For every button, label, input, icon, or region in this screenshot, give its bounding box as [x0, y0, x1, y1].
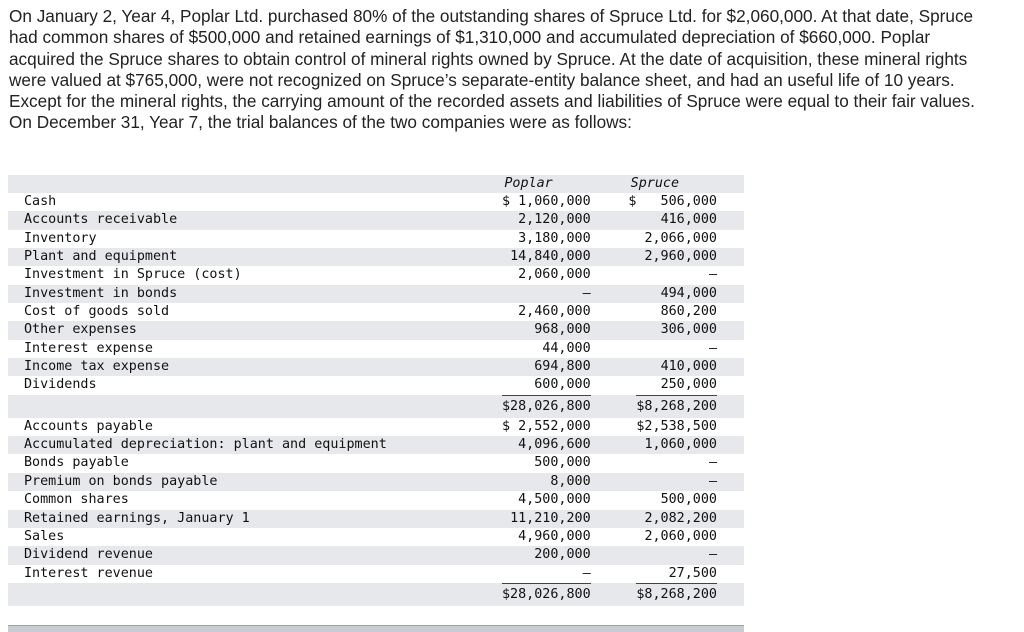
poplar-value: 14,840,000: [466, 248, 592, 266]
row-label: Plant and equipment: [8, 248, 466, 266]
table-row: [8, 546, 744, 564]
row-label: Cash: [24, 194, 57, 209]
table-row: [8, 528, 744, 546]
spruce-value: 306,000: [593, 321, 744, 339]
poplar-debit-total: $28,026,800: [502, 395, 591, 418]
spruce-value: —: [593, 546, 744, 564]
spruce-value: 500,000: [660, 492, 717, 508]
spruce-value: 250,000: [660, 377, 717, 393]
spruce-value: $2,538,500: [636, 418, 717, 434]
table-row: [8, 436, 744, 454]
poplar-value: —: [582, 565, 591, 581]
row-label: Dividends: [24, 377, 97, 393]
poplar-value: —: [466, 285, 592, 303]
poplar-value: 44,000: [542, 340, 591, 356]
poplar-value: 968,000: [466, 321, 592, 339]
row-label: Common shares: [24, 492, 129, 508]
row-label: Investment in Spruce (cost): [24, 267, 242, 283]
table-row: [8, 418, 744, 436]
poplar-value: 4,096,600: [466, 436, 592, 454]
spruce-value: 410,000: [593, 358, 744, 376]
poplar-value: 500,000: [534, 455, 591, 471]
poplar-value: 2,120,000: [466, 211, 592, 229]
poplar-value: 8,000: [466, 473, 592, 491]
spruce-value: —: [708, 267, 717, 283]
poplar-value: 200,000: [466, 546, 592, 564]
row-label: Accumulated depreciation: plant and equipment: [8, 436, 466, 454]
spruce-value: 2,066,000: [644, 230, 717, 246]
poplar-value: 2,060,000: [518, 267, 591, 283]
table-row: [8, 376, 744, 394]
spruce-debit-total: $8,268,200: [636, 395, 717, 418]
table-row: [8, 248, 744, 266]
spruce-value: 494,000: [593, 285, 744, 303]
table-row: [8, 340, 744, 358]
poplar-value: 600,000: [534, 377, 591, 393]
spruce-value: 27,500: [668, 565, 717, 581]
header-spruce: Spruce: [593, 175, 744, 193]
problem-statement: On January 2, Year 4, Poplar Ltd. purchased 80% of the outstanding shares of Spruce Ltd. for $2,060,000. At that date, Spruce had common shares of $500,000 and retained earnings of $1,310,000 and accumulated depreciation of $660,000. Poplar acquired the Spruce shares to obtain control of mineral rights owned by Spruce. At the date of acquisition, these mineral rights were valued at $765,000, were not recognized on Spruce’s separate-entity balance sheet, and had an useful life of 10 years. Except for the mineral rights, the carrying amount of the recorded assets and liabilities of Spruce were equal to their fair values. On December 31, Year 7, the trial balances of the two companies were as follows:: [9, 6, 975, 133]
spruce-credit-total: $8,268,200: [636, 583, 717, 606]
poplar-value: $ 1,060,000: [502, 194, 591, 209]
row-label: Retained earnings, January 1: [8, 510, 466, 528]
spruce-value: 1,060,000: [593, 436, 744, 454]
row-label: Accounts receivable: [8, 211, 466, 229]
poplar-value: 694,800: [466, 358, 592, 376]
spruce-value: 2,060,000: [644, 528, 717, 544]
spruce-value: 860,200: [660, 304, 717, 320]
table-row: [8, 211, 744, 229]
poplar-value: 3,180,000: [518, 230, 591, 246]
spruce-value: 416,000: [593, 211, 744, 229]
row-label: Interest revenue: [24, 565, 153, 581]
row-label: Accounts payable: [24, 418, 153, 434]
spruce-value: —: [708, 455, 717, 471]
row-label: Premium on bonds payable: [8, 473, 466, 491]
poplar-value: 11,210,200: [466, 510, 592, 528]
header-poplar: Poplar: [466, 175, 592, 193]
row-label: Bonds payable: [24, 455, 129, 471]
spruce-value: —: [593, 473, 744, 491]
table-row: [8, 510, 744, 528]
row-label: Inventory: [24, 230, 97, 246]
row-label: Interest expense: [24, 340, 153, 356]
poplar-value: $ 2,552,000: [502, 418, 591, 434]
row-label: Sales: [24, 528, 65, 544]
table-row: [8, 230, 744, 248]
table-row: [8, 491, 744, 509]
row-label: Investment in bonds: [8, 285, 466, 303]
spruce-value: —: [708, 340, 717, 356]
row-label: Dividend revenue: [8, 546, 466, 564]
table-row: [8, 358, 744, 376]
table-row: [8, 266, 744, 284]
poplar-value: 4,500,000: [518, 492, 591, 508]
poplar-credit-total: $28,026,800: [502, 583, 591, 606]
table-row: [8, 473, 744, 491]
row-label: Other expenses: [8, 321, 466, 339]
table-row: [8, 321, 744, 339]
trial-balance-table: [8, 175, 744, 606]
credit-total-row: [8, 583, 744, 606]
table-header-row: [8, 175, 744, 193]
poplar-value: 2,460,000: [518, 304, 591, 320]
table-row: [8, 285, 744, 303]
table-row: [8, 303, 744, 321]
debit-total-row: [8, 395, 744, 418]
table-row: [8, 454, 744, 472]
poplar-value: 4,960,000: [518, 528, 591, 544]
table-row: [8, 193, 744, 211]
table-row: [8, 565, 744, 583]
row-label: Cost of goods sold: [24, 304, 170, 320]
spruce-value: $ 506,000: [628, 194, 717, 209]
spruce-value: 2,082,200: [593, 510, 744, 528]
spruce-value: 2,960,000: [593, 248, 744, 266]
row-label: Income tax expense: [8, 358, 466, 376]
